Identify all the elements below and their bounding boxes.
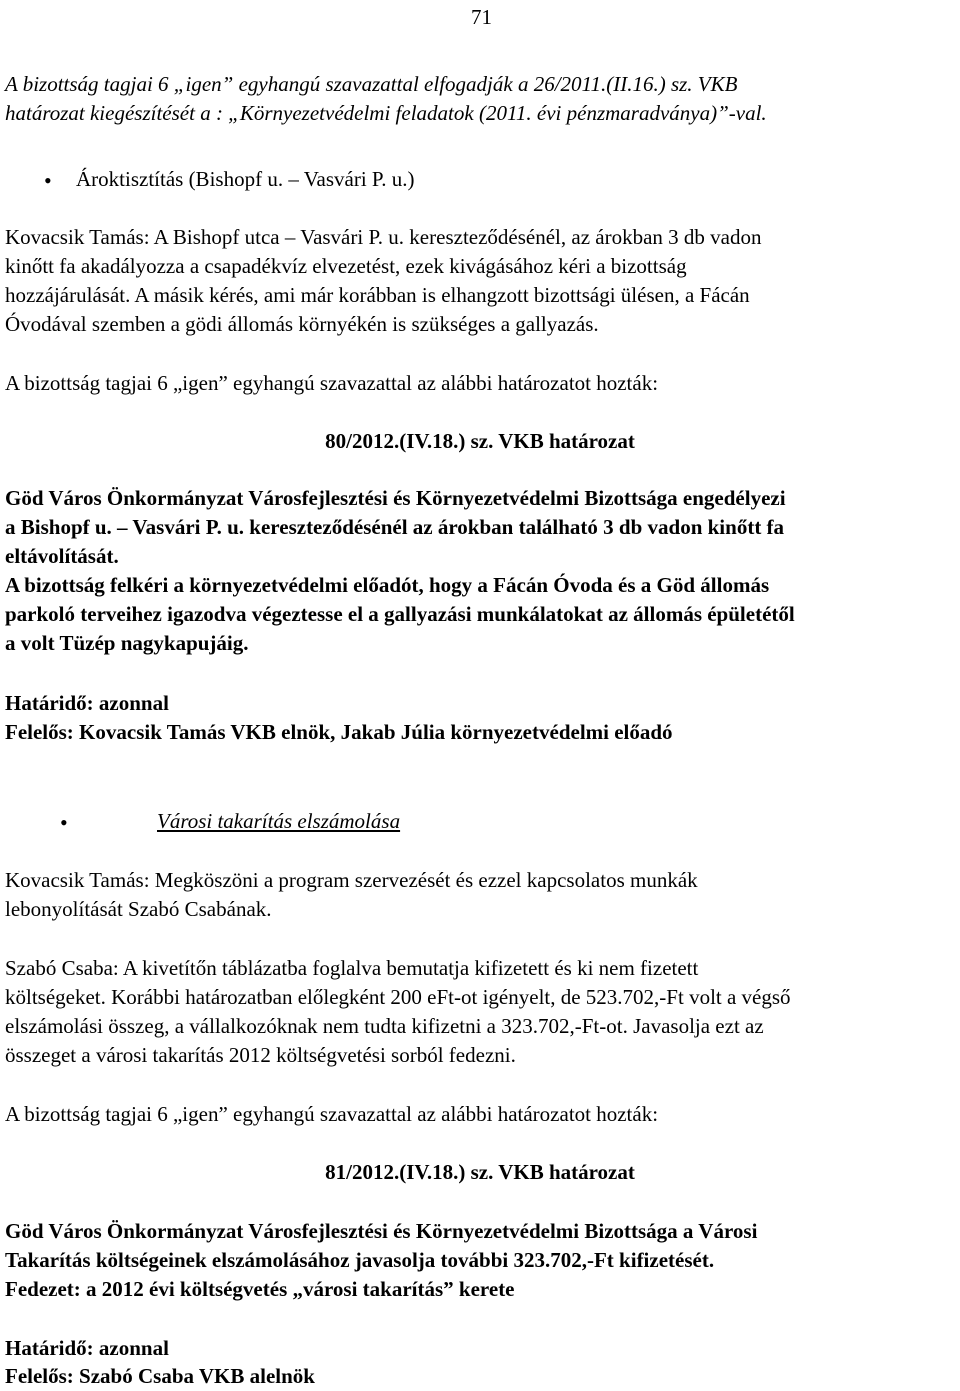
resolution-line: Takarítás költségeinek elszámolásához javasolja további 323.702,-Ft kifizetését. [5,1248,715,1272]
resolution-line: eltávolítását. [5,544,119,568]
resolution-81-text [5,1217,957,1304]
deadline-81: Határidő: azonnal [5,1336,169,1360]
resolution-line: a Bishopf u. – Vasvári P. u. kereszteződésénél az árokban található 3 db vadon kinőtt fa [5,515,785,539]
bullet-icon: • [44,168,52,193]
paragraph-line: elszámolási összeg, a vállalkozóknak nem tudta kifizetni a 323.702,-Ft-ot. Javasolja ezt az [5,1014,764,1038]
section-title-ditch-cleaning: Ároktisztítás (Bishopf u. – Vasvári P. u.) [76,167,415,191]
bullet-icon: • [60,810,68,835]
paragraph-line: kinőtt fa akadályozza a csapadékvíz elvezetést, ezek kivágásához kéri a bizottság [5,254,687,278]
resolution-title-80: 80/2012.(IV.18.) sz. VKB határozat [325,429,635,453]
paragraph-line: hozzájárulását. A másik kérés, ami már korábban is elhangzott bizottsági ülésen, a Fácán [5,283,750,307]
resolution-line: Göd Város Önkormányzat Városfejlesztési és Környezetvédelmi Bizottsága engedélyezi [5,486,786,510]
paragraph-line: Kovacsik Tamás: Megköszöni a program szervezését és ezzel kapcsolatos munkák [5,868,698,892]
paragraph-line: Szabó Csaba: A kivetítőn táblázatba foglalva bemutatja kifizetett és ki nem fizetett [5,956,699,980]
resolution-line: a volt Tüzép nagykapujáig. [5,631,249,655]
resolution-80-text [5,484,957,658]
intro-paragraph [5,70,957,128]
responsible-81: Felelős: Szabó Csaba VKB alelnök [5,1364,315,1388]
intro-line: határozat kiegészítését a : „Környezetvédelmi feladatok (2011. évi pénzmaradványa)”-val. [5,101,767,125]
resolution-line: Göd Város Önkormányzat Városfejlesztési és Környezetvédelmi Bizottsága a Városi [5,1219,758,1243]
paragraph-line: összeget a városi takarítás 2012 költségvetési sorból fedezni. [5,1043,516,1067]
resolution-line: Fedezet: a 2012 évi költségvetés „városi takarítás” kerete [5,1277,515,1301]
intro-line: A bizottság tagjai 6 „igen” egyhangú szavazattal elfogadják a 26/2011.(II.16.) sz. VKB [5,72,738,96]
resolution-line: parkoló terveihez igazodva végeztesse el a gallyazási munkálatokat az állomás épületétől [5,602,795,626]
deadline-80: Határidő: azonnal [5,691,169,715]
paragraph-line: Kovacsik Tamás: A Bishopf utca – Vasvári P. u. kereszteződésénél, az árokban 3 db vadon [5,225,762,249]
resolution-title-81: 81/2012.(IV.18.) sz. VKB határozat [325,1160,635,1184]
section1-vote: A bizottság tagjai 6 „igen” egyhangú szavazattal az alábbi határozatot hozták: [5,371,659,395]
paragraph-line: költségeket. Korábbi határozatban előlegként 200 eFt-ot igényelt, de 523.702,-Ft volt a végső [5,985,791,1009]
section1-paragraph [5,223,957,339]
section-title-city-cleaning: Városi takarítás elszámolása [157,809,401,833]
resolution-line: A bizottság felkéri a környezetvédelmi előadót, hogy a Fácán Óvoda és a Göd állomás [5,573,770,597]
paragraph-line: Óvodával szemben a gödi állomás környékén is szükséges a gallyazás. [5,312,599,336]
section2-paragraph1 [5,866,957,924]
responsible-80: Felelős: Kovacsik Tamás VKB elnök, Jakab Júlia környezetvédelmi előadó [5,720,673,744]
section2-paragraph2 [5,954,957,1070]
paragraph-line: lebonyolítását Szabó Csabának. [5,897,272,921]
section2-vote: A bizottság tagjai 6 „igen” egyhangú szavazattal az alábbi határozatot hozták: [5,1102,659,1126]
page-number: 71 [471,5,492,29]
